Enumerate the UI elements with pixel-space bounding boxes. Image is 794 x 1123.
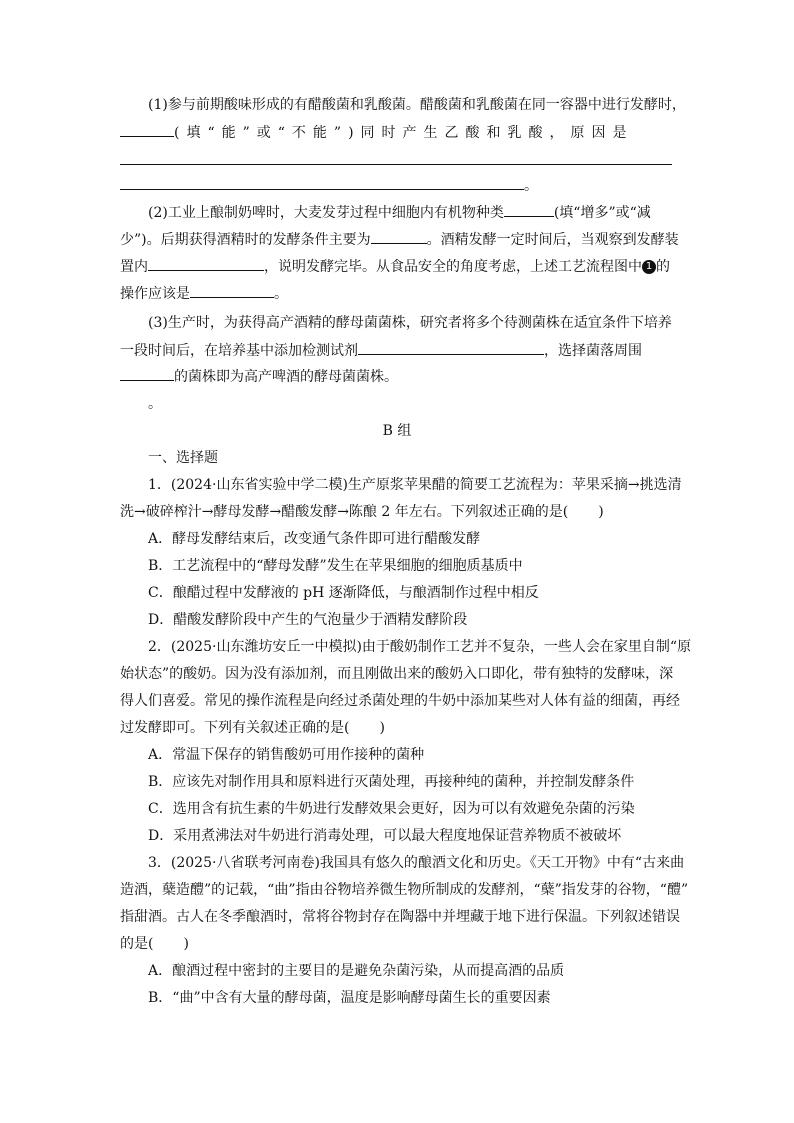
mc1-option-c: C．酿醋过程中发酵液的 pH 逐渐降低，与酿酒制作过程中相反 (148, 585, 539, 601)
mc3-option-a: A．酿酒过程中密封的主要目的是避免杂菌污染，从而提高酒的品质 (148, 963, 565, 979)
q2-text: 的 (656, 259, 670, 275)
q1-line4 (120, 175, 538, 196)
mc2-stem-line3: 得人们喜爱。常见的操作流程是向经过杀菌处理的牛奶中添加某些对人体有益的细菌，再经 (120, 693, 680, 709)
q2-line1 (148, 202, 651, 223)
group-title: B 组 (382, 423, 412, 439)
q2-text: 。酒精发酵一定时间后，当观察到发酵装 (426, 232, 679, 248)
mc2-option-b: B．应该先对制作用具和原料进行灭菌处理，再接种纯的菌种，并控制发酵条件 (148, 774, 635, 790)
mc3-text: 的是( (120, 936, 154, 952)
q2-text: (2)工业上酿制奶啤时，大麦发芽过程中细胞内有机物种类 (148, 205, 504, 221)
answer-blank[interactable] (148, 256, 264, 271)
answer-blank[interactable] (190, 283, 274, 298)
mc1-option-b: B．工艺流程中的“酵母发酵”发生在苹果细胞的细胞质基质中 (148, 558, 523, 574)
mc2-text: 过发酵即可。下列有关叙述正确的是( (120, 720, 350, 736)
mc3-stem-line1: 3．(2025·八省联考河南卷)我国具有悠久的酿酒文化和历史。《天工开物》中有“古来曲 (148, 855, 685, 871)
answer-line[interactable] (120, 164, 672, 165)
mc2-stem-line2: 始状态”的酸奶。因为没有添加剂，而且刚做出来的酸奶入口即化，带有独特的发酵味，深 (120, 666, 674, 682)
mc1-stem-line2 (120, 502, 604, 522)
mc2-stem-line1: 2．(2025·山东潍坊安丘一中模拟)由于酸奶制作工艺并不复杂，一些人会在家里自制“原 (148, 639, 692, 655)
mc1-option-d: D．醋酸发酵阶段中产生的气泡量少于酒精发酵阶段 (148, 612, 468, 628)
q2-text: 操作应该是 (120, 286, 190, 302)
mc3-stem-line2: 造酒，蘖造醴”的记载，“曲”指由谷物培养微生物所制成的发酵剂，“蘖”指发芽的谷物，“醴” (120, 882, 689, 898)
q1-line2-text: (填“能”或“不能”)同时产生乙酸和乳酸，原因是 (174, 125, 634, 141)
mc2-option-c: C．选用含有抗生素的牛奶进行发酵效果会更好，因为可以有效避免杂菌的污染 (148, 801, 635, 817)
mc2-text: ) (379, 720, 385, 736)
answer-blank[interactable] (358, 340, 544, 355)
q2-line2 (120, 229, 679, 250)
q3-line2 (120, 340, 642, 361)
mc1-text: ) (598, 504, 604, 520)
q1-line2 (120, 122, 634, 143)
mc2-option-a: A．常温下保存的销售酸奶可用作接种的菌种 (148, 747, 425, 763)
q3-text: ，选择菌落周围 (544, 343, 642, 359)
mc3-text: ) (183, 936, 189, 952)
mc1-stem-line1: 1．(2024·山东省实验中学二模)生产原浆苹果醋的简要工艺流程为：苹果采摘→挑选清 (148, 477, 682, 493)
q2-line4 (120, 283, 288, 304)
mc3-stem-line4 (120, 934, 189, 954)
mc3-stem-line3: 指甜酒。古人在冬季酿酒时，常将谷物封存在陶器中并埋藏于地下进行保温。下列叙述错误 (120, 909, 680, 925)
q2-text: (填“增多”或“减 (553, 205, 651, 221)
answer-blank[interactable] (120, 175, 524, 190)
q2-text: ，说明发酵完毕。从食品安全的角度考虑，上述工艺流程图中 (264, 259, 642, 275)
q2-text: 。 (274, 286, 288, 302)
q2-text: 少”)。后期获得酒精时的发酵条件主要为 (120, 232, 371, 248)
q2-text: 置内 (120, 259, 148, 275)
q3-line3 (120, 366, 398, 387)
q3-text: 的菌株即为高产啤酒的酵母菌菌株。 (174, 369, 398, 385)
q1-line1: (1)参与前期酸味形成的有醋酸菌和乳酸菌。醋酸菌和乳酸菌在同一容器中进行发酵时， (148, 97, 686, 113)
circled-number-1-icon: 1 (642, 260, 656, 274)
answer-blank[interactable] (371, 229, 427, 244)
answer-blank[interactable] (504, 202, 554, 217)
mc2-stem-line4 (120, 718, 385, 738)
section-title: 一、选择题 (148, 450, 218, 466)
q2-line3 (120, 256, 670, 277)
q3-text: 一段时间后，在培养基中添加检测试剂 (120, 343, 358, 359)
q1-line4-end: 。 (524, 178, 538, 194)
mc3-option-b: B．“曲”中含有大量的酵母菌，温度是影响酵母菌生长的重要因素 (148, 990, 551, 1006)
mc1-option-a: A．酵母发酵结束后，改变通气条件即可进行醋酸发酵 (148, 531, 481, 547)
mc1-text: 洗→破碎榨汁→酵母发酵→醋酸发酵→陈酿 2 年左右。下列叙述正确的是( (120, 504, 569, 520)
answer-blank[interactable] (120, 366, 174, 381)
q3-line1: (3)生产时，为获得高产酒精的酵母菌菌株，研究者将多个待测菌株在适宜条件下培养 (148, 315, 672, 331)
mc2-option-d: D．采用煮沸法对牛奶进行消毒处理，可以最大程度地保证营养物质不被破坏 (148, 828, 622, 844)
stray-punctuation: 。 (148, 396, 162, 412)
answer-blank[interactable] (120, 122, 174, 137)
